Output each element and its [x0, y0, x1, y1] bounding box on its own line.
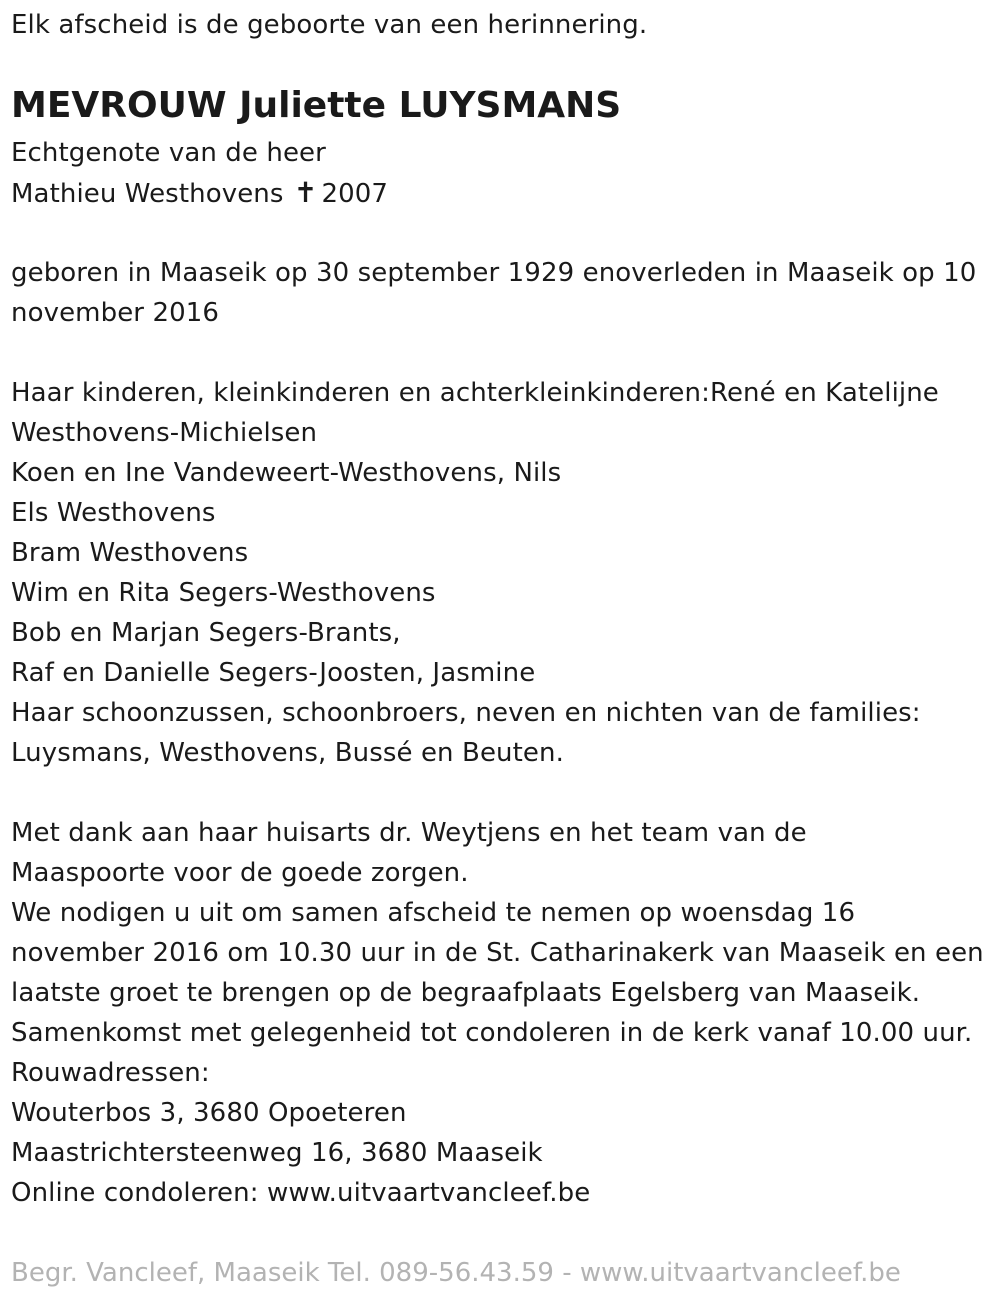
- spouse-death-year: 2007: [321, 179, 389, 209]
- family-line: Haar kinderen, kleinkinderen en achterkleinkinderen:René en Katelijne: [11, 378, 939, 408]
- info-line: Samenkomst met gelegenheid tot condoleren in de kerk vanaf 10.00 uur.: [11, 1018, 973, 1048]
- info-line: Maaspoorte voor de goede zorgen.: [11, 858, 469, 888]
- family-line: Wim en Rita Segers-Westhovens: [11, 578, 436, 608]
- address-line: Maastrichtersteenweg 16, 3680 Maaseik: [11, 1138, 543, 1168]
- thanks-and-service-info: [11, 813, 993, 1213]
- info-line: Rouwadressen:: [11, 1058, 210, 1088]
- family-line: Raf en Danielle Segers-Joosten, Jasmine: [11, 658, 536, 688]
- family-list: [11, 373, 939, 773]
- family-line: Els Westhovens: [11, 498, 216, 528]
- address-line: Wouterbos 3, 3680 Opoeteren: [11, 1098, 407, 1128]
- info-line: Met dank aan haar huisarts dr. Weytjens en het team van de: [11, 818, 807, 848]
- spouse-block: [11, 133, 388, 214]
- info-line: laatste groet te brengen op de begraafplaats Egelsberg van Maaseik.: [11, 978, 921, 1008]
- cross-icon: ✝: [293, 176, 318, 209]
- spouse-line-1: Echtgenote van de heer: [11, 138, 326, 168]
- spouse-name: Mathieu Westhovens: [11, 179, 284, 209]
- family-line: Westhovens-Michielsen: [11, 418, 318, 448]
- funeral-home-footer: Begr. Vancleef, Maaseik Tel. 089-56.43.59 - www.uitvaartvancleef.be: [11, 1258, 901, 1288]
- info-line: november 2016 om 10.30 uur in de St. Catharinakerk van Maaseik en een: [11, 938, 984, 968]
- family-line: Haar schoonzussen, schoonbroers, neven en nichten van de families:: [11, 698, 921, 728]
- online-condolence-line: Online condoleren: www.uitvaartvancleef.be: [11, 1178, 591, 1208]
- motto-text: Elk afscheid is de geboorte van een herinnering.: [11, 10, 648, 40]
- birth-death-dates: geboren in Maaseik op 30 september 1929 enoverleden in Maaseik op 10 november 2016: [11, 258, 977, 328]
- family-line: Luysmans, Westhovens, Bussé en Beuten.: [11, 738, 564, 768]
- spouse-line-2: [11, 173, 388, 214]
- family-line: Bram Westhovens: [11, 538, 249, 568]
- deceased-name: MEVROUW Juliette LUYSMANS: [11, 85, 622, 126]
- family-line: Koen en Ine Vandeweert-Westhovens, Nils: [11, 458, 562, 488]
- family-line: Bob en Marjan Segers-Brants,: [11, 618, 401, 648]
- info-line: We nodigen u uit om samen afscheid te nemen op woensdag 16: [11, 898, 856, 928]
